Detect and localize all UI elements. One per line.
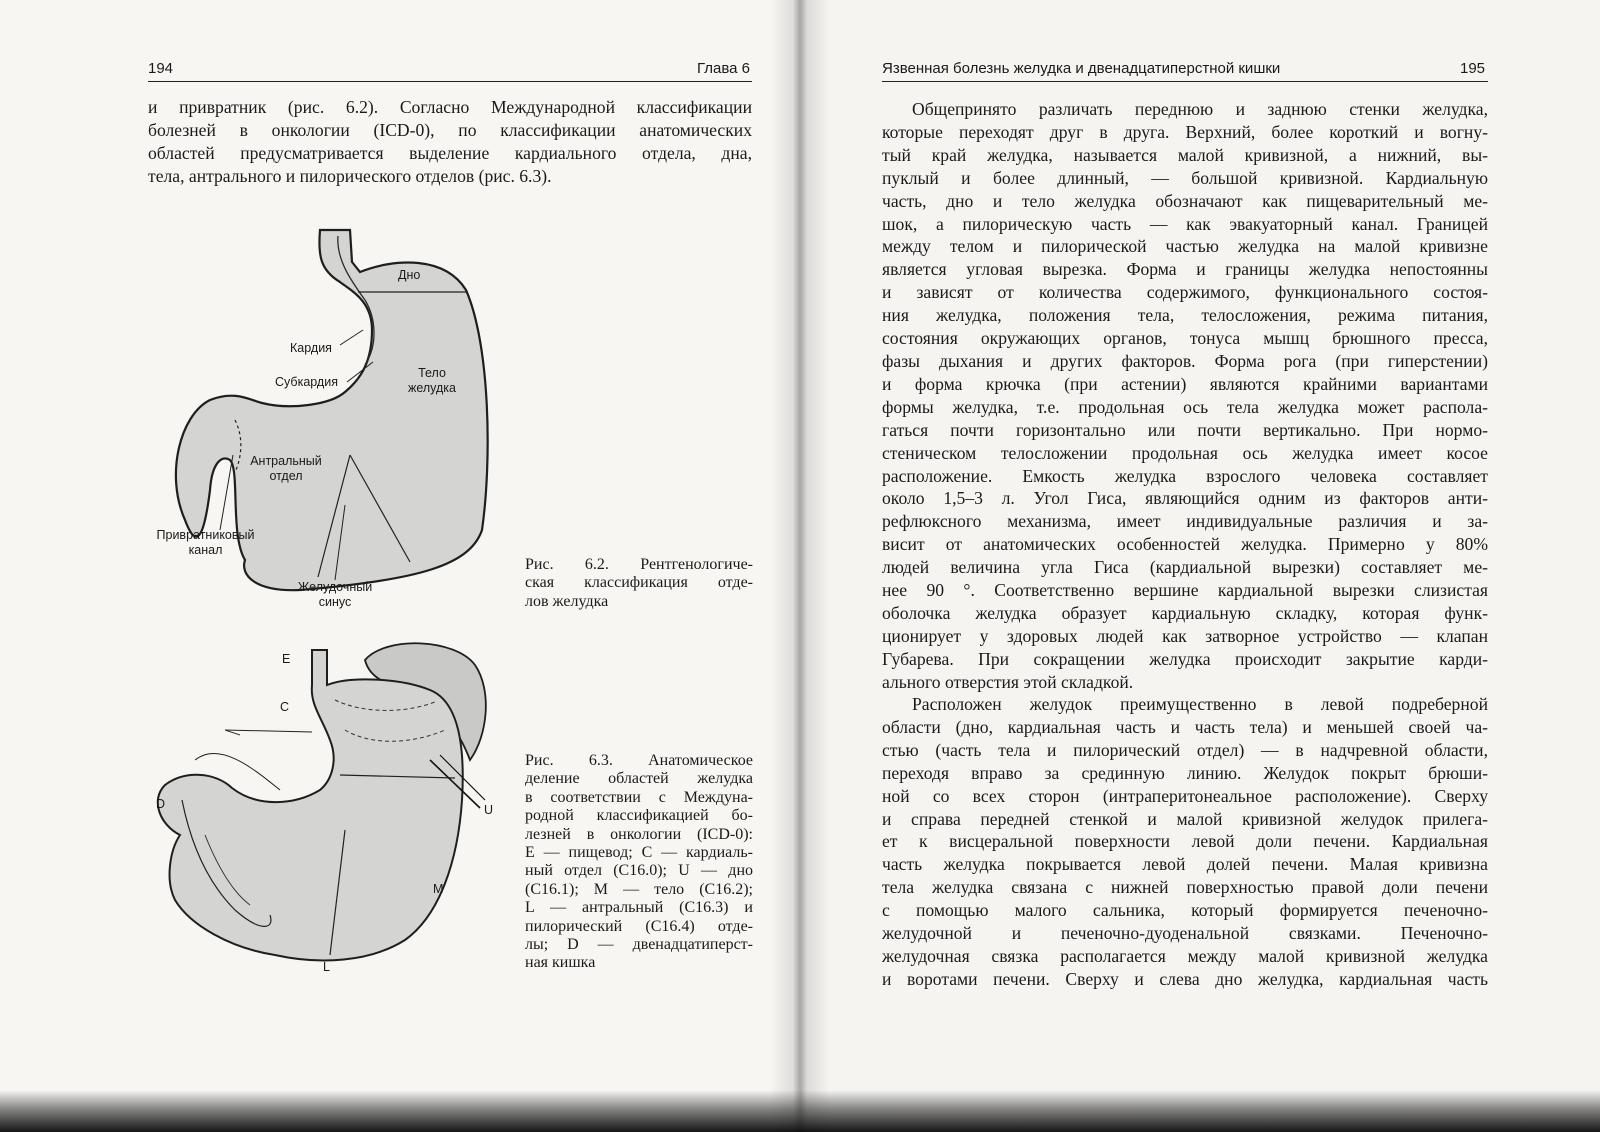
text-line: фазы дыхания и других факторов. Форма рога (при гиперстении) [882,350,1488,371]
label-sinus-line1: Желудочный [297,580,373,594]
text-line: гаться почти горизонтально или почти вертикально. При нормо- [882,419,1488,440]
text-line: тела желудка связана с нижней поверхностью правой доли печени [882,877,1488,898]
label-antrum-line1: Антральный [250,454,322,468]
label-cardia: Кардия [290,341,332,355]
text-line: пуклый и более длинный, — большой кривизной. Кардиальную [882,167,1488,188]
text-line: ной со всех сторон (интраперитонеальное расположение). Сверху [882,785,1488,806]
text-line: желудочной и печеночно-дуоденальной связками. Печеночно- [882,923,1488,944]
text-line: часть, дно и тело желудка обозначают как пищеварительный ме- [882,190,1488,211]
text-line: является угловая вырезка. Форма и границы желудка непостоянны [882,259,1488,280]
caption-line: ный отдел (C16.0); U — дно [525,862,753,880]
text-line: часть желудка покрывается левой долей печени. Малая кривизна [882,854,1488,875]
text-line: тела, антрального и пилорического отделов (рис. 6.3). [148,165,552,186]
page-number-left: 194 [148,60,174,77]
running-head-right: Язвенная болезнь желудка и двенадцатиперстной кишки [882,60,1281,77]
caption-line: пилорический (C16.4) отде- [525,917,753,935]
text-line: области (дно, кардиальная часть и часть тела) и меньшей своей ча- [882,716,1488,737]
page-number-right: 195 [1460,60,1486,77]
text-line: людей величина угла Гиса (кардиальной вырезки) составляет ме- [882,557,1488,578]
text-line: Губарева. При сокращении желудка происходит закрытие карди- [882,648,1488,669]
text-line: и воротами печени. Сверху и слева дно желудка, кардиальная часть [882,968,1488,989]
text-line: стеническом телосложении продольная ось желудка имеет косое [882,442,1488,463]
text-line: Расположен желудок преимущественно в левой подреберной [912,694,1488,714]
text-line: расположение. Емкость желудка взрослого человека составляет [882,465,1488,486]
caption-line: L — антральный (C16.3) и [525,899,753,917]
text-line: ального отверстия этой складкой. [882,671,1134,692]
text-line: и зависят от количества содержимого, функционального состоя- [882,282,1488,303]
text-line: которые переходят друг в друга. Верхний, более короткий и вогну- [882,121,1488,142]
text-line: тый край желудка, называется малой кривизной, а нижний, вы- [882,144,1488,165]
text-line: нее 90 °. Соответственно вершине кардиальной вырезки слизистая [882,580,1488,601]
label-body-line1: Тело [418,366,446,380]
caption-line: лов желудка [525,592,609,610]
text-line: состояния окружающих органов, тонуса мышц брюшного пресса, [882,328,1488,349]
label-L: L [323,960,330,974]
label-antrum-line2: отдел [269,469,303,483]
text-line: болезней в онкологии (ICD-0), по классификации анатомических [148,119,752,140]
text-line: ния желудка, положения тела, телосложения, режима питания, [882,305,1488,326]
text-line: оболочка желудка образует кардиальную складку, которая функ- [882,602,1488,623]
caption-line: ская классификация отде- [525,574,753,592]
label-E: E [282,652,291,666]
text-line: между телом и пилорической частью желудка на малой кривизне [882,236,1488,257]
label-D: D [156,797,166,811]
header-rule-right [882,81,1488,82]
label-C: C [280,700,290,714]
caption-line: лезней в онкологии (ICD-0): [525,825,753,843]
text-line: около 1,5–3 л. Угол Гиса, являющийся одним из факторов анти- [882,488,1488,509]
text-line: висит от анатомических особенностей желудка. Примерно у 80% [882,534,1488,555]
text-line: ционирует у здоровых людей как затворное устройство — клапан [882,625,1488,646]
caption-line: ная кишка [525,954,596,972]
text-line: шок, а пилорическую часть — как эвакуаторный канал. Границей [882,213,1488,234]
caption-line: Рис. 6.3. Анатомическое [525,752,753,769]
label-U: U [484,803,494,817]
label-subcardia: Субкардия [275,375,338,389]
right-page [800,0,1600,1132]
book-gutter-shadow [770,0,830,1132]
text-line: формы желудка, т.е. продольная ось тела желудка может распола- [882,396,1488,417]
label-body-line2: желудка [407,381,457,395]
text-line: желудочная связка располагается между малой кривизной желудка [882,945,1488,966]
label-pyloric-line2: канал [188,543,223,557]
label-sinus-line2: синус [318,595,352,609]
caption-line: в соответствии с Междуна- [525,788,753,806]
caption-line: E — пищевод; C — кардиаль- [525,844,753,862]
text-line: и форма крючка (при астении) являются крайними вариантами [882,373,1488,394]
caption-line: родной классификацией бо- [525,807,753,825]
text-line: Общепринято различать переднюю и заднюю стенки желудка, [912,99,1488,119]
running-head-left: Глава 6 [696,60,750,77]
text-line: и справа передней стенкой и малой кривизной желудок прилега- [882,808,1488,829]
caption-figure-6-3 [525,752,753,973]
paragraph-2 [882,693,1488,991]
text-line: и привратник (рис. 6.2). Согласно Международной классификации [148,97,752,117]
label-M: M [433,882,444,896]
text-line: с помощью малого сальника, который формируется печеночно- [882,900,1488,921]
caption-line: Рис. 6.2. Рентгенологиче- [525,556,753,573]
text-line: областей предусматривается выделение кардиального отдела, дна, [148,142,752,163]
text-line: стью (часть тела и пилорический отдел) — в надчревной области, [882,739,1488,760]
text-line: ет к висцеральной поверхности левой доли печени. Кардиальная [882,831,1488,852]
paragraph-1 [882,98,1488,694]
caption-line: лы; D — двенадцатиперст- [525,936,753,954]
text-line: переходя вправо за срединную линию. Желудок покрыт брюши- [882,762,1488,783]
label-fundus: Дно [398,268,421,282]
caption-line: деление областей желудка [525,770,753,788]
text-line: рефлюксного механизма, имеет индивидуальные различия и за- [882,511,1488,532]
label-pyloric-line1: Привратниковый [156,528,255,542]
caption-line: (C16.1); M — тело (C16.2); [525,880,753,898]
scan-bottom-shadow [0,1090,1600,1132]
